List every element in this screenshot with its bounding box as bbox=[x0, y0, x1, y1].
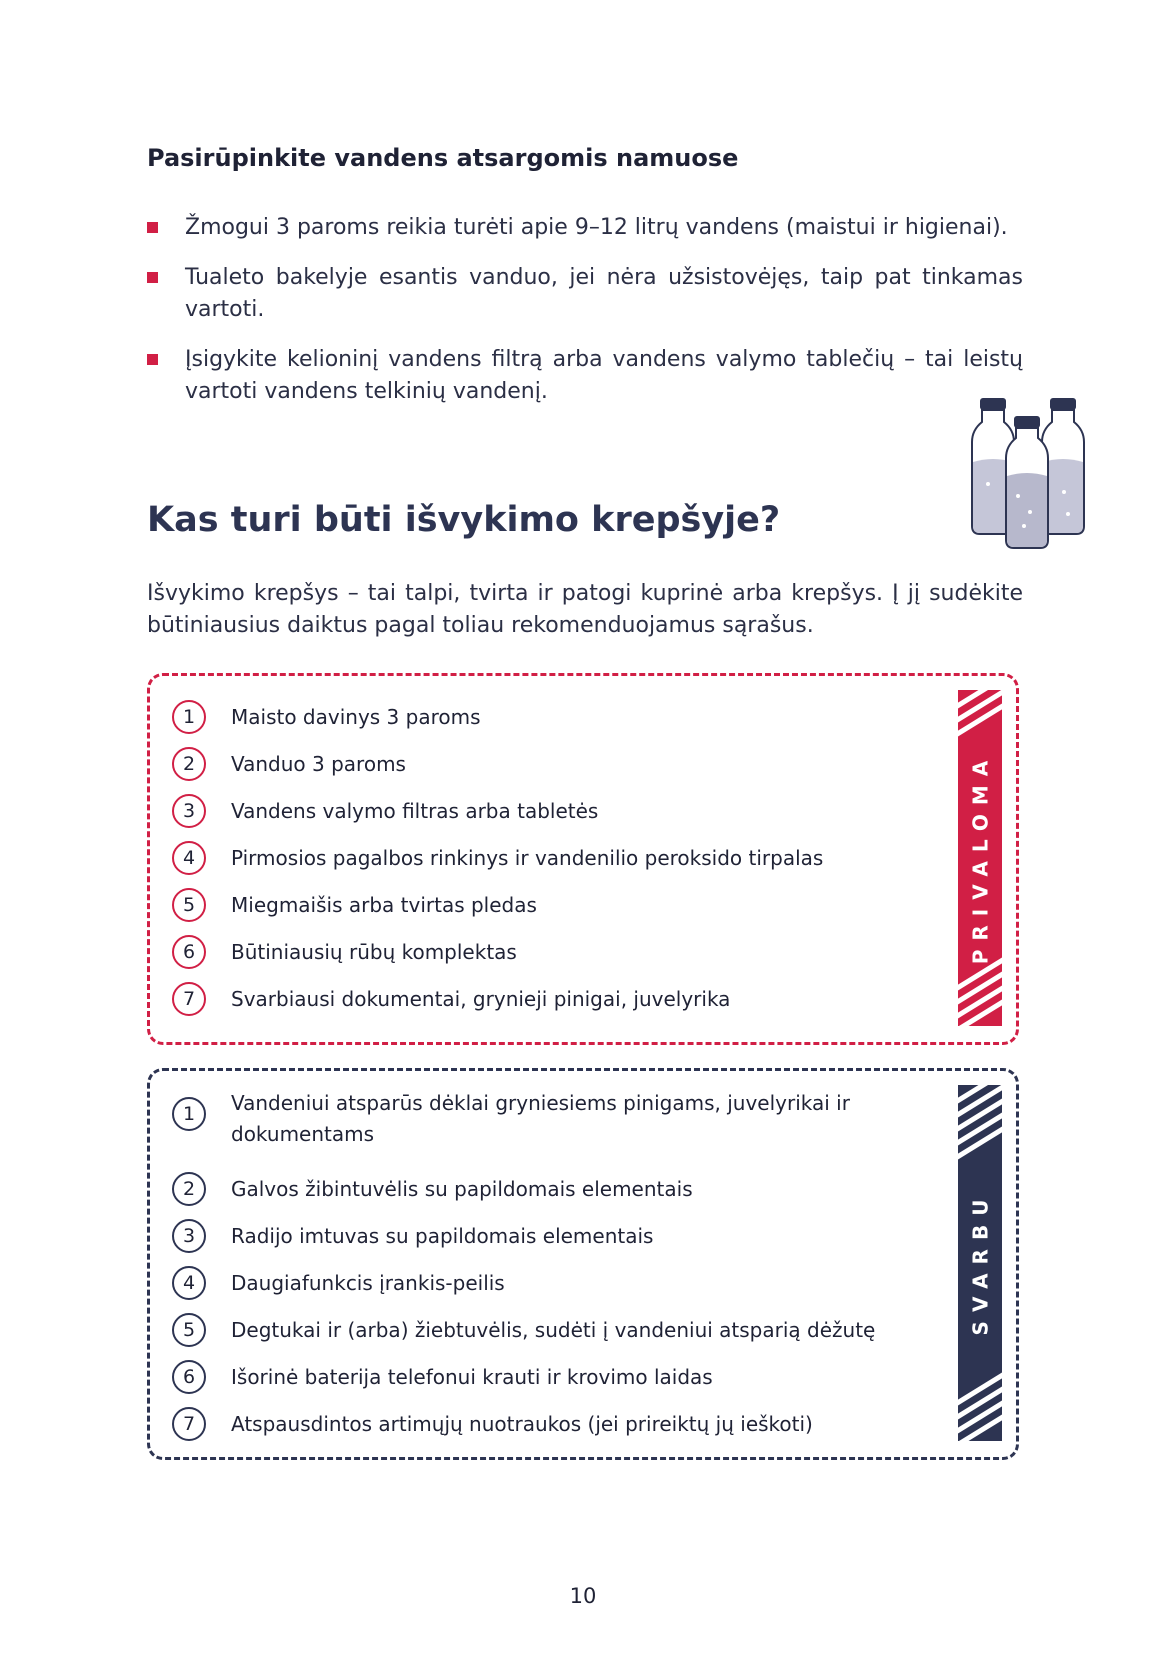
item-number-badge: 5 bbox=[172, 888, 206, 922]
item-number-badge: 5 bbox=[172, 1313, 206, 1347]
page-number: 10 bbox=[569, 1584, 597, 1608]
bullet-square-icon bbox=[147, 222, 158, 233]
item-number-badge: 6 bbox=[172, 935, 206, 969]
page-title: Kas turi būti išvykimo krepšyje? bbox=[147, 500, 781, 540]
mandatory-label-band bbox=[958, 690, 1002, 1026]
important-label: SVARBU bbox=[968, 1190, 993, 1336]
item-number-badge: 4 bbox=[172, 841, 206, 875]
item-number-badge: 7 bbox=[172, 1407, 206, 1441]
item-text: Pirmosios pagalbos rinkinys ir vandenilio peroksido tirpalas bbox=[231, 846, 824, 870]
item-text: Būtiniausių rūbų komplektas bbox=[231, 940, 517, 964]
item-number-badge: 7 bbox=[172, 982, 206, 1016]
list-item bbox=[147, 344, 1023, 408]
water-tips-list bbox=[147, 212, 1023, 408]
item-number-badge: 4 bbox=[172, 1266, 206, 1300]
item-number-badge: 3 bbox=[172, 1219, 206, 1253]
item-number-badge: 2 bbox=[172, 747, 206, 781]
list-item-text: Žmogui 3 paroms reikia turėti apie 9–12 litrų vandens (maistui ir higienai). bbox=[185, 215, 1008, 240]
item-text: Svarbiausi dokumentai, grynieji pinigai, juvelyrika bbox=[231, 987, 731, 1011]
item-text: Maisto davinys 3 paroms bbox=[231, 705, 481, 729]
item-number-badge: 1 bbox=[172, 1097, 206, 1131]
mandatory-checklist bbox=[147, 673, 1019, 1045]
important-label-band bbox=[958, 1085, 1002, 1441]
item-text: Vanduo 3 paroms bbox=[231, 752, 406, 776]
list-item bbox=[147, 212, 1023, 244]
bullet-square-icon bbox=[147, 354, 158, 365]
item-text: Išorinė baterija telefonui krauti ir krovimo laidas bbox=[231, 1365, 713, 1389]
item-number-badge: 3 bbox=[172, 794, 206, 828]
list-item bbox=[147, 262, 1023, 326]
item-text: Miegmaišis arba tvirtas pledas bbox=[231, 893, 537, 917]
item-text: Radijo imtuvas su papildomais elementais bbox=[231, 1224, 654, 1248]
section-subheading: Pasirūpinkite vandens atsargomis namuose bbox=[147, 144, 739, 172]
item-number-badge: 6 bbox=[172, 1360, 206, 1394]
mandatory-label: PRIVALOMA bbox=[968, 751, 993, 965]
list-item-text: Tualeto bakelyje esantis vanduo, jei nėra užsistovėjęs, taip pat tinkamas vartoti. bbox=[185, 265, 1023, 322]
item-text: Atspausdintos artimųjų nuotraukos (jei prireiktų jų ieškoti) bbox=[231, 1412, 813, 1436]
item-number-badge: 2 bbox=[172, 1172, 206, 1206]
item-number-badge: 1 bbox=[172, 700, 206, 734]
water-bottles-icon bbox=[968, 396, 1088, 556]
item-text: Galvos žibintuvėlis su papildomais elementais bbox=[231, 1177, 693, 1201]
bullet-square-icon bbox=[147, 272, 158, 283]
item-text: Daugiafunkcis įrankis-peilis bbox=[231, 1271, 505, 1295]
intro-paragraph: Išvykimo krepšys – tai talpi, tvirta ir patogi kuprinė arba krepšys. Į jį sudėkite būtiniausius daiktus pagal toliau rekomenduojamus sąrašus. bbox=[147, 581, 1023, 638]
important-checklist bbox=[147, 1068, 1019, 1460]
item-text: Degtukai ir (arba) žiebtuvėlis, sudėti į vandeniui atsparią dėžutę bbox=[231, 1318, 876, 1342]
item-text: Vandeniui atsparūs dėklai gryniesiems pinigams, juvelyrikai ir dokumentams bbox=[231, 1091, 850, 1146]
item-text: Vandens valymo filtras arba tabletės bbox=[231, 799, 599, 823]
list-item-text: Įsigykite kelioninį vandens filtrą arba vandens valymo tablečių – tai leistų vartoti vandens telkinių vandenį. bbox=[185, 347, 1023, 404]
